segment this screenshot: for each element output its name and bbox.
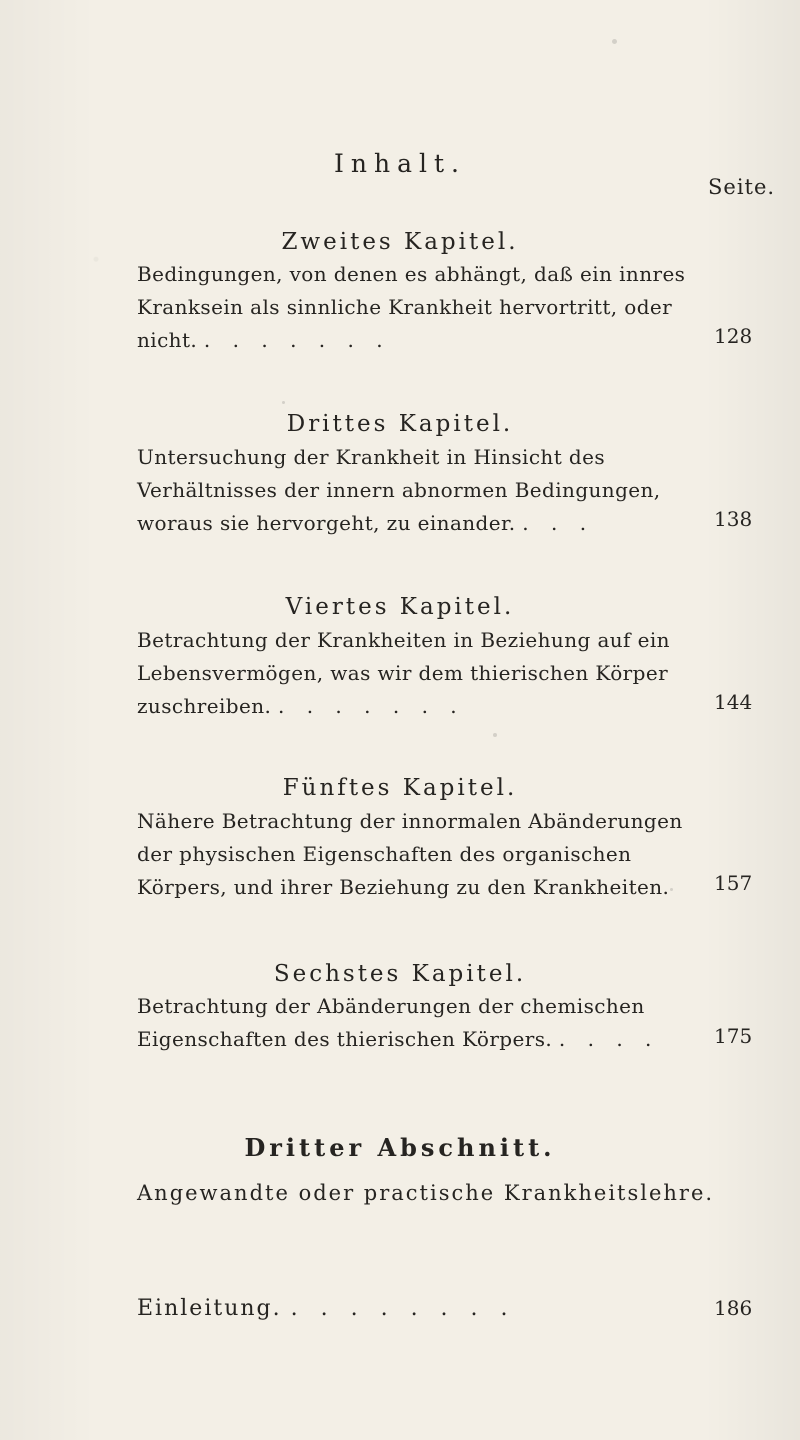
chapter-description <box>137 441 697 540</box>
contents-title: Inhalt. <box>334 148 466 178</box>
chapter-description <box>137 258 697 357</box>
introduction-entry <box>137 1296 516 1321</box>
chapter-description-text: Bedingungen, von denen es abhängt, daß ein innres Kranksein als sinnliche Krankheit hervortritt, oder nicht. <box>137 262 686 352</box>
leader-dots: . . . . . . . . <box>290 1296 516 1321</box>
paper-speck <box>612 39 617 44</box>
page-number: 128 <box>714 324 753 348</box>
leader-dots: . . . . . . . <box>203 328 391 352</box>
section-title: Dritter Abschnitt. <box>244 1132 556 1162</box>
chapter-description <box>137 624 697 723</box>
introduction-label: Einleitung. <box>137 1296 282 1321</box>
chapter-description-text: Betrachtung der Abänderungen der chemischen Eigenschaften des thierischen Körpers. <box>137 994 645 1051</box>
chapter-title: Sechstes Kapitel. <box>273 961 527 988</box>
page-column-label: Seite. <box>708 175 776 199</box>
leader-dots: . . . <box>522 511 595 535</box>
chapter-description-text: Betrachtung der Krankheiten in Beziehung auf ein Lebensvermögen, was wir dem thierischen Körper zuschreiben. <box>137 628 670 718</box>
chapter-title: Drittes Kapitel. <box>286 411 514 438</box>
chapter-title: Fünftes Kapitel. <box>282 775 518 802</box>
paper-speck <box>282 401 285 404</box>
leader-dots: . . . . . . . <box>278 694 465 718</box>
chapter-title: Viertes Kapitel. <box>285 594 515 621</box>
page-number: 157 <box>714 871 753 895</box>
page-number: 144 <box>714 690 753 714</box>
chapter-description <box>137 805 697 904</box>
introduction-page-number: 186 <box>714 1296 753 1320</box>
chapter-description-text: Untersuchung der Krankheit in Hinsicht des Verhältnisses der innern abnormen Bedingungen, woraus sie hervorgeht, zu einander. <box>137 445 661 535</box>
page-number: 138 <box>714 507 753 531</box>
paper-speck <box>493 733 497 737</box>
section-description: Angewandte oder practische Krankheitslehre. <box>137 1181 715 1205</box>
chapter-description-text: Nähere Betrachtung der innormalen Abänderungen der physischen Eigenschaften des organischen Körpers, und ihrer Beziehung zu den Krankheiten. <box>137 809 683 899</box>
chapter-description <box>137 990 697 1056</box>
chapter-title: Zweites Kapitel. <box>281 229 519 256</box>
page-number: 175 <box>714 1024 753 1048</box>
leader-dots: . . . . <box>558 1027 660 1051</box>
